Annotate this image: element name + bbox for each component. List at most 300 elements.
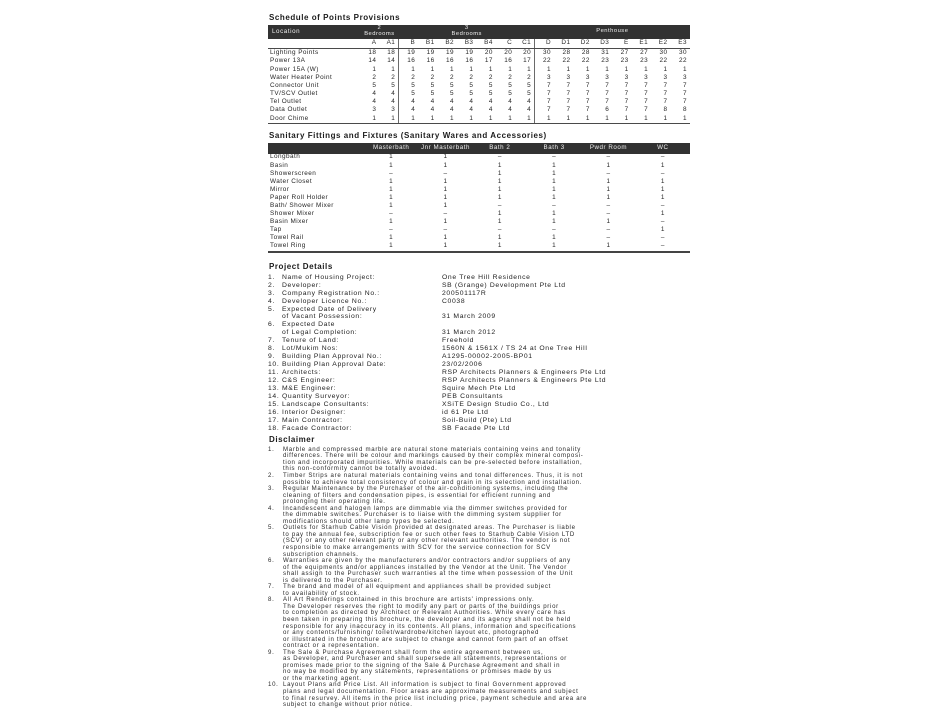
project-detail-value: Freehold bbox=[442, 337, 475, 345]
points-cell: 19 bbox=[446, 49, 455, 57]
sanitary-cell: 1 bbox=[660, 226, 665, 234]
points-cell: 7 bbox=[566, 106, 571, 114]
project-detail-number: 18. bbox=[268, 424, 280, 432]
project-detail-number: 9. bbox=[268, 353, 275, 361]
disclaimer-line: no way be modified by any statements, representations or promises made by us bbox=[283, 668, 552, 676]
points-cell: 1 bbox=[554, 115, 573, 124]
points-cell: 23 bbox=[601, 57, 610, 65]
points-cell: 22 bbox=[659, 57, 668, 65]
points-location-header: Location bbox=[268, 25, 360, 39]
points-cell: 1 bbox=[682, 65, 687, 73]
points-row-label: Power 13A bbox=[270, 57, 306, 65]
project-detail-row bbox=[268, 290, 690, 298]
sanitary-cell: 1 bbox=[364, 243, 418, 252]
points-cell: 28 bbox=[562, 49, 571, 57]
project-detail-row bbox=[268, 306, 690, 314]
project-detail-row bbox=[268, 337, 690, 345]
disclaimer-item bbox=[268, 525, 690, 558]
points-cell: 7 bbox=[605, 81, 610, 89]
project-detail-label: M&E Engineer: bbox=[282, 385, 337, 393]
points-cell: 1 bbox=[585, 65, 590, 73]
points-cell: 30 bbox=[678, 49, 687, 57]
points-group-label-bottom: Penthouse bbox=[596, 28, 629, 35]
points-cell: 1 bbox=[379, 115, 398, 124]
disclaimer-line: or any contents/furnishing/ toilet/wardrobe/kitchen layout etc, photographed bbox=[283, 629, 540, 637]
points-cell: 7 bbox=[663, 81, 668, 89]
sanitary-cell: 1 bbox=[443, 153, 448, 161]
sanitary-cell: – bbox=[552, 226, 557, 234]
points-cell: 4 bbox=[469, 106, 474, 114]
points-cell: 1 bbox=[663, 65, 668, 73]
points-cell: 7 bbox=[624, 90, 629, 98]
disclaimer-item-text bbox=[283, 558, 690, 584]
sanitary-cell: – bbox=[443, 169, 448, 177]
points-cell: 14 bbox=[368, 57, 377, 65]
project-detail-label: Interior Designer: bbox=[282, 408, 346, 416]
points-group-label-top: 3 bbox=[464, 25, 469, 32]
sanitary-row bbox=[268, 178, 690, 186]
points-cell: 7 bbox=[585, 90, 590, 98]
disclaimer-list bbox=[268, 447, 690, 709]
sanitary-row bbox=[268, 186, 690, 194]
disclaimer-line: cleaning of filters and condensation pipes, is essential for efficient running and bbox=[283, 491, 551, 499]
points-cell: 4 bbox=[469, 98, 474, 106]
points-group-label bbox=[360, 26, 399, 38]
sanitary-row bbox=[268, 202, 690, 210]
project-detail-row bbox=[268, 298, 690, 306]
points-cell: 30 bbox=[659, 49, 668, 57]
points-col-header: E2 bbox=[651, 39, 670, 49]
sanitary-cell: – bbox=[606, 201, 611, 209]
points-cell: 5 bbox=[469, 90, 474, 98]
sanitary-cell: 1 bbox=[552, 161, 557, 169]
points-cell: 18 bbox=[387, 49, 396, 57]
project-detail-row bbox=[268, 321, 690, 329]
points-cell: 5 bbox=[527, 90, 532, 98]
points-cell: 1 bbox=[651, 115, 670, 124]
points-cell: 1 bbox=[438, 115, 457, 124]
disclaimer-line: modifications should other lamp types be selected. bbox=[283, 517, 455, 525]
points-group-label-bottom: Bedrooms bbox=[451, 31, 482, 37]
sanitary-cell: 1 bbox=[443, 234, 448, 242]
disclaimer-line: All Art Renderings contained in this brochure are artists' impressions only. bbox=[283, 596, 535, 604]
sanitary-row-label: Towel Ring bbox=[268, 243, 364, 252]
disclaimer-line: responsible to make arrangements with SCV for the service connection for SCV bbox=[283, 543, 551, 551]
points-col-header: A1 bbox=[379, 39, 398, 49]
project-detail-label: C&S Engineer: bbox=[282, 377, 336, 385]
sanitary-cell: – bbox=[606, 153, 611, 161]
sanitary-row-label: Longbath bbox=[270, 153, 301, 161]
points-cell: 4 bbox=[488, 98, 493, 106]
disclaimer-line: or the marketing agent. bbox=[283, 674, 362, 682]
sanitary-row bbox=[268, 154, 690, 162]
sanitary-cell: 1 bbox=[389, 177, 394, 185]
points-cell: 1 bbox=[457, 115, 476, 124]
points-col-header: B3 bbox=[457, 39, 476, 49]
points-col-header: E bbox=[612, 39, 631, 49]
sanitary-cell: 1 bbox=[497, 210, 502, 217]
disclaimer-title: Disclaimer bbox=[269, 434, 315, 444]
sanitary-cell: 1 bbox=[581, 243, 635, 252]
points-cell: 1 bbox=[399, 115, 418, 124]
sanitary-cell: 1 bbox=[552, 234, 557, 242]
sanitary-cell: 1 bbox=[552, 169, 557, 177]
points-cell: 14 bbox=[387, 57, 396, 65]
points-row-label: Power 15A (W) bbox=[270, 65, 319, 73]
sanitary-cell: 1 bbox=[552, 193, 557, 201]
points-group-label bbox=[399, 26, 535, 38]
disclaimer-item bbox=[268, 447, 690, 473]
project-detail-value: Squire Mech Pte Ltd bbox=[442, 385, 516, 393]
points-row-label: TV/SCV Outlet bbox=[270, 90, 318, 98]
project-detail-value bbox=[442, 306, 690, 314]
points-group-label-top: 2 bbox=[377, 25, 382, 32]
points-col-header: C1 bbox=[515, 39, 534, 49]
points-cell: 5 bbox=[391, 81, 396, 89]
disclaimer-line: to availability of stock. bbox=[283, 589, 360, 597]
points-cell: 1 bbox=[632, 115, 651, 124]
project-detail-row bbox=[268, 274, 690, 282]
points-row-label: Connector Unit bbox=[270, 81, 319, 89]
sanitary-table bbox=[268, 143, 690, 253]
points-cell: 4 bbox=[450, 98, 455, 106]
sanitary-row bbox=[268, 162, 690, 170]
points-cell: 5 bbox=[527, 81, 532, 89]
points-cell: 7 bbox=[624, 81, 629, 89]
disclaimer-line: The brand and model of all equipment and appliances shall be provided subject bbox=[283, 583, 551, 591]
disclaimer-item-text bbox=[283, 650, 690, 683]
disclaimer-line: Timber Strips are natural materials containing veins and tonal differences. Thus, it is not bbox=[283, 471, 584, 479]
points-cell: 7 bbox=[535, 99, 554, 107]
sanitary-cell: 1 bbox=[389, 218, 394, 226]
points-row bbox=[268, 49, 690, 58]
project-detail-value: One Tree Hill Residence bbox=[442, 273, 531, 281]
sanitary-cell: 1 bbox=[473, 243, 527, 252]
disclaimer-line: prolonging their operating life. bbox=[283, 498, 386, 506]
project-detail-label: Name of Housing Project: bbox=[282, 273, 376, 281]
project-detail-label: Lot/Mukim Nos: bbox=[282, 345, 339, 353]
project-detail-label: Company Registration No.: bbox=[282, 289, 380, 297]
project-detail-label: Quantity Surveyor: bbox=[282, 393, 350, 400]
disclaimer-line: subscription channels. bbox=[283, 550, 359, 558]
points-cell: 7 bbox=[663, 98, 668, 106]
points-cell: 7 bbox=[682, 81, 687, 89]
points-row-label: Lighting Points bbox=[270, 49, 319, 57]
sanitary-row-label: Water Closet bbox=[270, 177, 313, 185]
sanitary-row-label: Basin bbox=[270, 161, 289, 169]
points-cell: 1 bbox=[496, 115, 515, 124]
points-cell: 17 bbox=[484, 57, 493, 65]
project-detail-value: PEB Consultants bbox=[442, 393, 504, 400]
project-detail-row bbox=[268, 401, 690, 409]
sanitary-cell: 1 bbox=[389, 185, 394, 193]
disclaimer-item-text bbox=[283, 486, 690, 506]
points-cell: 4 bbox=[488, 106, 493, 114]
points-row-label: Door Chime bbox=[268, 115, 360, 124]
sanitary-cell: 1 bbox=[552, 177, 557, 185]
points-cell: 2 bbox=[430, 73, 435, 81]
points-cell: 4 bbox=[450, 106, 455, 114]
sanitary-cell: 1 bbox=[389, 161, 394, 169]
disclaimer-item-number: 7. bbox=[268, 583, 275, 591]
points-cell: 1 bbox=[535, 115, 554, 124]
points-cell: 2 bbox=[469, 73, 474, 81]
sanitary-cell: 1 bbox=[389, 193, 394, 201]
sanitary-cell: – bbox=[660, 201, 665, 209]
points-cell: 2 bbox=[508, 73, 513, 81]
disclaimer-item-number: 8. bbox=[268, 596, 275, 604]
disclaimer-item-number: 3. bbox=[268, 485, 275, 493]
points-group-header bbox=[360, 25, 399, 39]
points-row bbox=[268, 99, 690, 107]
disclaimer-line: tion and incorporated impurities. While materials can be pre-selected before installation, bbox=[283, 458, 583, 466]
points-row bbox=[268, 90, 690, 98]
points-row bbox=[268, 115, 690, 124]
points-col-header: D3 bbox=[593, 39, 612, 49]
project-detail-label: Developer: bbox=[282, 281, 322, 289]
points-cell: 3 bbox=[605, 73, 610, 81]
disclaimer-line: Marble and compressed marble are natural stone materials containing veins and tonality bbox=[283, 445, 581, 453]
points-cell: 1 bbox=[573, 115, 592, 124]
disclaimer-item-text bbox=[283, 597, 690, 649]
disclaimer-item-text bbox=[283, 506, 690, 526]
points-col-header: B4 bbox=[476, 39, 495, 49]
disclaimer-line: subject to change without prior notice. bbox=[283, 701, 413, 709]
project-detail-row bbox=[268, 313, 690, 321]
project-detail-number: 15. bbox=[268, 400, 280, 408]
sanitary-cell: 1 bbox=[389, 201, 394, 209]
disclaimer-line: The Sale & Purchase Agreement shall form the entire agreement between us, bbox=[283, 648, 544, 656]
points-cell: 4 bbox=[372, 98, 377, 106]
points-cell: 1 bbox=[450, 65, 455, 73]
project-detail-row bbox=[268, 425, 690, 433]
points-cell: 16 bbox=[399, 58, 418, 66]
disclaimer-line: to final resurvey. All items in the price list including price, payment schedule and area are bbox=[283, 694, 588, 702]
project-detail-value: 1560N & 1561X / TS 24 at One Tree Hill bbox=[442, 345, 588, 353]
sanitary-cell: – bbox=[443, 226, 448, 234]
points-cell: 27 bbox=[620, 49, 629, 57]
points-cell: 7 bbox=[663, 90, 668, 98]
points-cell: 5 bbox=[488, 81, 493, 89]
points-cell: 23 bbox=[620, 57, 629, 65]
project-detail-number: 12. bbox=[268, 377, 280, 385]
project-detail-label: Expected Date bbox=[282, 321, 336, 329]
sanitary-row bbox=[268, 243, 690, 252]
disclaimer-line: plans and legal documentation. Floor areas are approximate measurements and subject bbox=[283, 688, 579, 695]
disclaimer-line: of the equipments and/or appliances installed by the Vendor at the Unit. The Vendor bbox=[283, 563, 567, 571]
sanitary-cell: 1 bbox=[606, 177, 611, 185]
sanitary-cell: 1 bbox=[443, 193, 448, 201]
sanitary-cell: 1 bbox=[606, 193, 611, 201]
project-detail-value: 31 March 2012 bbox=[442, 329, 496, 337]
disclaimer-line: to completion as directed by Architect or Relevant Authorities. While every care has bbox=[283, 609, 567, 617]
disclaimer-line: or illustrated in the brochure are subject to change and cannot form part of an offset bbox=[283, 635, 569, 643]
sanitary-cell: – bbox=[660, 218, 665, 226]
points-cell: 7 bbox=[624, 106, 629, 114]
sanitary-cell: 1 bbox=[443, 177, 448, 185]
points-subheader-spacer bbox=[268, 39, 360, 49]
project-detail-number: 14. bbox=[268, 393, 280, 400]
points-cell: 5 bbox=[430, 81, 435, 89]
project-detail-label: Tenure of Land: bbox=[282, 337, 339, 345]
project-detail-row bbox=[268, 361, 690, 369]
sanitary-row bbox=[268, 235, 690, 243]
points-cell: 3 bbox=[644, 73, 649, 81]
disclaimer-line: Layout Plans and Price List. All information is subject to final Government approved bbox=[283, 681, 567, 689]
points-col-header: D1 bbox=[554, 39, 573, 49]
points-cell: 7 bbox=[585, 98, 590, 106]
points-cell: 3 bbox=[566, 73, 571, 81]
points-cell: 7 bbox=[605, 98, 610, 106]
sanitary-cell: – bbox=[497, 153, 502, 161]
project-detail-value bbox=[442, 321, 690, 329]
points-cell: 16 bbox=[426, 57, 435, 65]
disclaimer-line: is delivered to the Purchaser. bbox=[283, 576, 383, 584]
points-cell: 2 bbox=[399, 74, 418, 82]
points-row bbox=[268, 74, 690, 82]
project-detail-number bbox=[268, 329, 282, 337]
sanitary-col-header: Jnr Masterbath bbox=[418, 143, 472, 154]
points-cell: 3 bbox=[663, 73, 668, 81]
points-cell: 2 bbox=[372, 73, 377, 81]
points-cell: 1 bbox=[605, 65, 610, 73]
project-detail-number: 10. bbox=[268, 361, 280, 369]
sanitary-cell: – bbox=[552, 153, 557, 161]
points-col-header: B2 bbox=[438, 39, 457, 49]
points-cell: 20 bbox=[504, 49, 513, 57]
disclaimer-item bbox=[268, 682, 690, 708]
sanitary-row bbox=[268, 218, 690, 226]
points-cell: 4 bbox=[508, 98, 513, 106]
points-cell: 22 bbox=[581, 57, 590, 65]
points-cell: 27 bbox=[640, 49, 649, 57]
disclaimer-item-number: 6. bbox=[268, 557, 275, 565]
points-subheader-row bbox=[268, 39, 690, 49]
points-cell: 1 bbox=[488, 65, 493, 73]
sanitary-col-header: Bath 3 bbox=[527, 143, 581, 154]
disclaimer-line: Outlets for Starhub Cable Vision provided at designated areas. The Purchaser is liable bbox=[283, 524, 576, 532]
points-cell: 3 bbox=[682, 73, 687, 81]
points-cell: 5 bbox=[469, 81, 474, 89]
project-detail-number bbox=[268, 313, 282, 321]
points-cell: 5 bbox=[450, 90, 455, 98]
disclaimer-line: promises made prior to the signing of the Sale & Purchase Agreement and shall in bbox=[283, 661, 561, 669]
points-col-header: D2 bbox=[573, 39, 592, 49]
project-detail-value: Soil-Build (Pte) Ltd bbox=[442, 416, 512, 424]
points-cell: 7 bbox=[585, 81, 590, 89]
project-detail-label: Architects: bbox=[282, 369, 321, 377]
points-cell: 17 bbox=[523, 57, 532, 65]
points-cell: 1 bbox=[476, 115, 495, 124]
sanitary-cell: 1 bbox=[497, 193, 502, 201]
points-row bbox=[268, 66, 690, 74]
sanitary-cell: – bbox=[606, 234, 611, 242]
points-cell: 7 bbox=[535, 107, 554, 115]
disclaimer-line: possible to achieve total consistency of colour and grain in its selection and installation. bbox=[283, 478, 583, 486]
points-cell: 18 bbox=[368, 49, 377, 57]
points-cell: 19 bbox=[465, 49, 474, 57]
sanitary-row-label: Mirror bbox=[270, 185, 290, 193]
points-row bbox=[268, 107, 690, 115]
sanitary-col-header: WC bbox=[636, 143, 690, 154]
sanitary-cell: 1 bbox=[497, 177, 502, 185]
points-group-header bbox=[535, 25, 690, 39]
sanitary-cell: 1 bbox=[497, 169, 502, 177]
disclaimer-line: contract or a representation. bbox=[283, 642, 380, 650]
project-detail-row bbox=[268, 353, 690, 361]
project-detail-row bbox=[268, 377, 690, 385]
sanitary-cell: – bbox=[552, 201, 557, 209]
project-detail-number: 7. bbox=[268, 337, 275, 345]
points-cell: 20 bbox=[484, 49, 493, 57]
sanitary-header-row bbox=[268, 143, 690, 154]
points-cell: 1 bbox=[612, 115, 631, 124]
project-detail-row bbox=[268, 345, 690, 353]
points-cell: 1 bbox=[508, 65, 513, 73]
disclaimer-line: responsible for any inaccuracy in its contents. All plans, information and specifications bbox=[283, 622, 577, 630]
points-cell: 4 bbox=[391, 98, 396, 106]
disclaimer-line: been taken in preparing this brochure, the developer and its agency shall not be held bbox=[283, 615, 571, 623]
sanitary-cell: – bbox=[606, 210, 611, 217]
sanitary-cell: 1 bbox=[497, 234, 502, 242]
points-col-header: C bbox=[496, 39, 515, 49]
project-detail-row bbox=[268, 417, 690, 425]
points-cell: 16 bbox=[504, 57, 513, 65]
points-group-header bbox=[399, 25, 535, 39]
points-col-header: B bbox=[399, 39, 418, 49]
project-detail-number: 13. bbox=[268, 385, 280, 393]
points-cell: 3 bbox=[624, 73, 629, 81]
page-content bbox=[268, 13, 690, 709]
sanitary-row-label: Basin Mixer bbox=[270, 218, 309, 226]
disclaimer-item bbox=[268, 558, 690, 584]
sanitary-cell: – bbox=[660, 153, 665, 161]
project-detail-label: Facade Contractor: bbox=[282, 424, 352, 432]
points-col-header: B1 bbox=[418, 39, 437, 49]
points-cell: 3 bbox=[535, 74, 554, 82]
project-detail-label: of Vacant Possession: bbox=[282, 313, 363, 321]
sanitary-row bbox=[268, 210, 690, 218]
points-cell: 19 bbox=[399, 49, 418, 58]
points-group-label bbox=[535, 26, 690, 38]
points-cell: 5 bbox=[399, 90, 418, 98]
points-cell: 5 bbox=[450, 81, 455, 89]
points-cell: 22 bbox=[535, 58, 554, 66]
sanitary-cell: 1 bbox=[552, 185, 557, 193]
disclaimer-item-text bbox=[283, 525, 690, 558]
project-detail-row bbox=[268, 329, 690, 337]
sanitary-cell: – bbox=[606, 169, 611, 177]
project-detail-value: SB Facade Pte Ltd bbox=[442, 424, 511, 432]
disclaimer-line: Warranties are given by the manufacturers and/or contractors and/or suppliers of any bbox=[283, 557, 571, 565]
project-detail-label: Main Contractor: bbox=[282, 416, 343, 424]
sanitary-cell: 1 bbox=[443, 185, 448, 193]
sanitary-cell: 1 bbox=[552, 218, 557, 226]
sanitary-cell: 1 bbox=[497, 218, 502, 226]
points-cell: 4 bbox=[430, 98, 435, 106]
sanitary-cell: 1 bbox=[443, 201, 448, 209]
points-cell: 5 bbox=[399, 82, 418, 90]
points-col-header: A bbox=[360, 39, 379, 49]
sanitary-cell: 1 bbox=[443, 161, 448, 169]
points-cell: 4 bbox=[399, 107, 418, 115]
project-details-list bbox=[268, 274, 690, 433]
points-cell: 3 bbox=[391, 106, 396, 114]
disclaimer-item-number: 9. bbox=[268, 648, 275, 656]
points-cell: 7 bbox=[682, 90, 687, 98]
points-cell: 4 bbox=[399, 99, 418, 107]
project-details-title: Project Details bbox=[269, 261, 333, 271]
